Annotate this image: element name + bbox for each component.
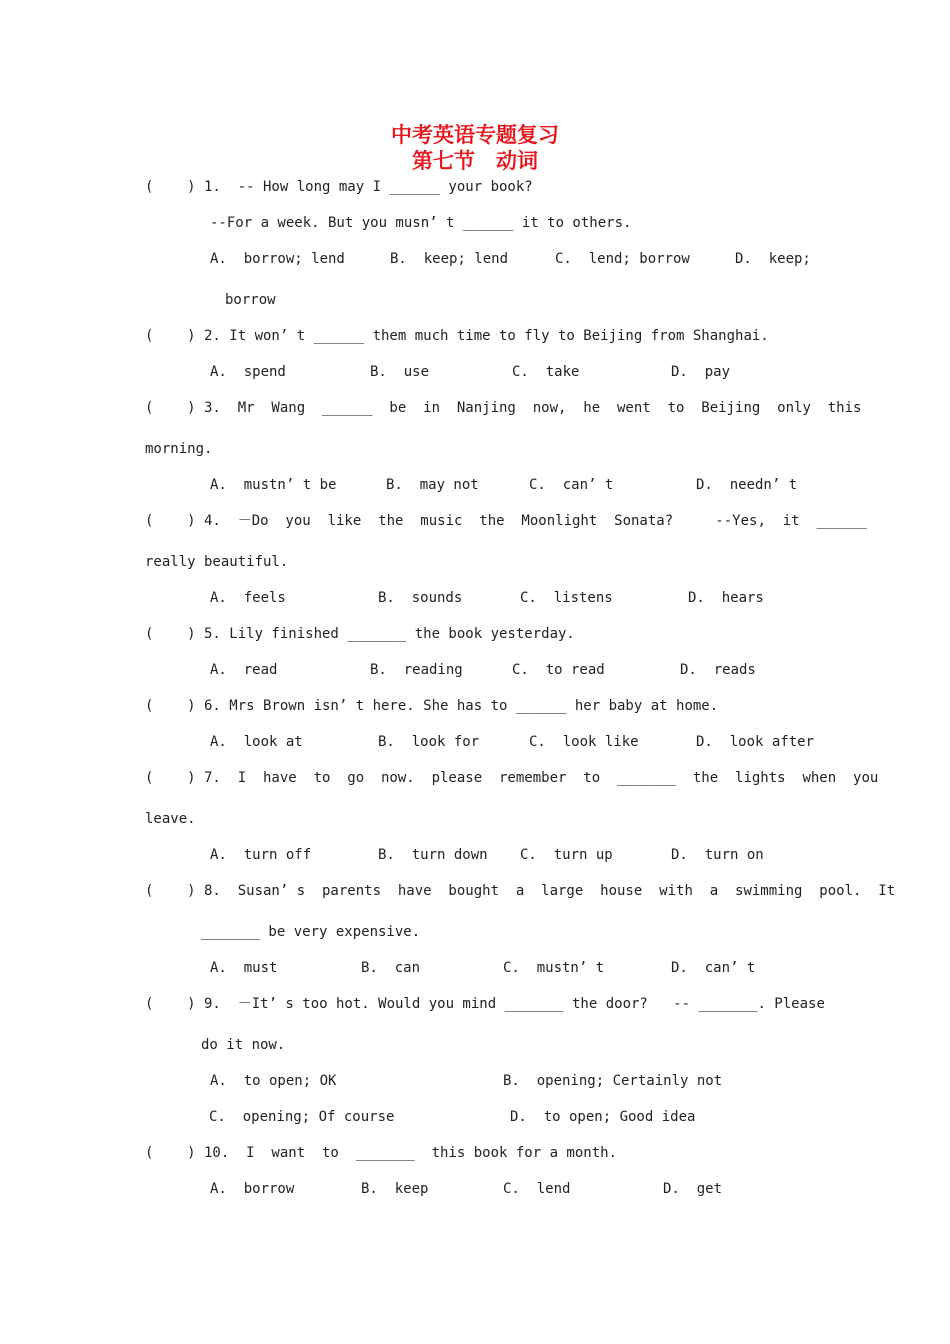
option-c: C. turn up xyxy=(520,847,613,863)
option-c: C. lend xyxy=(503,1181,571,1197)
question-stem-line: morning. xyxy=(145,441,213,457)
option-d: D. get xyxy=(663,1181,723,1197)
option-a: A. borrow xyxy=(210,1181,295,1197)
option-a: A. borrow; lend xyxy=(210,251,345,267)
option-c: C. opening; Of course xyxy=(209,1109,395,1125)
option-a: A. must xyxy=(210,960,278,976)
question-stem: ( ) 10. I want to _______ this book for a month. xyxy=(145,1145,618,1161)
question-stem: ( ) 3. Mr Wang ______ be in Nanjing now, he went to Beijing only this xyxy=(145,400,862,416)
option-d: D. pay xyxy=(671,364,731,380)
option-d: D. reads xyxy=(680,662,756,678)
option-a: A. spend xyxy=(210,364,286,380)
option-b: B. sounds xyxy=(378,590,463,606)
option-c: C. listens xyxy=(520,590,613,606)
option-c: C. can’ t xyxy=(529,477,614,493)
question-stem-line: do it now. xyxy=(201,1037,286,1053)
option-b: B. opening; Certainly not xyxy=(503,1073,723,1089)
question-stem: ( ) 4. －Do you like the music the Moonlight Sonata? --Yes, it ______ xyxy=(145,513,868,529)
section-title: 第七节 动词 xyxy=(412,149,538,173)
option-c: C. mustn’ t xyxy=(503,960,605,976)
option-c: C. to read xyxy=(512,662,605,678)
option-a: A. read xyxy=(210,662,278,678)
question-stem: ( ) 2. It won’ t ______ them much time to fly to Beijing from Shanghai. xyxy=(145,328,769,344)
option-a: A. feels xyxy=(210,590,286,606)
option-c: C. take xyxy=(512,364,580,380)
question-stem-line: --For a week. But you musn’ t ______ it to others. xyxy=(210,215,632,231)
option-d: D. needn’ t xyxy=(696,477,798,493)
question-stem: ( ) 6. Mrs Brown isn’ t here. She has to ______ her baby at home. xyxy=(145,698,719,714)
option-b: B. turn down xyxy=(378,847,488,863)
option-d: D. look after xyxy=(696,734,815,750)
option-b: B. use xyxy=(370,364,430,380)
question-stem: ( ) 5. Lily finished _______ the book yesterday. xyxy=(145,626,575,642)
option-d: D. keep; xyxy=(735,251,811,267)
option-d: D. can’ t xyxy=(671,960,756,976)
page-title: 中考英语专题复习 xyxy=(391,123,559,147)
question-stem: ( ) 7. I have to go now. please remember to _______ the lights when you xyxy=(145,770,879,786)
option-b: B. keep; lend xyxy=(390,251,509,267)
question-stem: ( ) 8. Susan’ s parents have bought a large house with a swimming pool. It xyxy=(145,883,896,899)
question-stem-line: really beautiful. xyxy=(145,554,289,570)
option-b: B. look for xyxy=(378,734,480,750)
question-stem: ( ) 9. －It’ s too hot. Would you mind _______ the door? -- _______. Please xyxy=(145,996,825,1012)
option-a: A. to open; OK xyxy=(210,1073,337,1089)
question-stem: ( ) 1. -- How long may I ______ your book? xyxy=(145,179,533,195)
option-d-continued: borrow xyxy=(225,292,276,308)
option-d: D. to open; Good idea xyxy=(510,1109,696,1125)
option-b: B. keep xyxy=(361,1181,429,1197)
option-c: C. look like xyxy=(529,734,639,750)
option-b: B. may not xyxy=(386,477,479,493)
option-c: C. lend; borrow xyxy=(555,251,690,267)
option-b: B. can xyxy=(361,960,421,976)
option-a: A. turn off xyxy=(210,847,312,863)
option-b: B. reading xyxy=(370,662,463,678)
option-a: A. look at xyxy=(210,734,303,750)
question-stem-line: _______ be very expensive. xyxy=(201,924,421,940)
option-a: A. mustn’ t be xyxy=(210,477,337,493)
option-d: D. hears xyxy=(688,590,764,606)
option-d: D. turn on xyxy=(671,847,764,863)
question-stem-line: leave. xyxy=(145,811,196,827)
